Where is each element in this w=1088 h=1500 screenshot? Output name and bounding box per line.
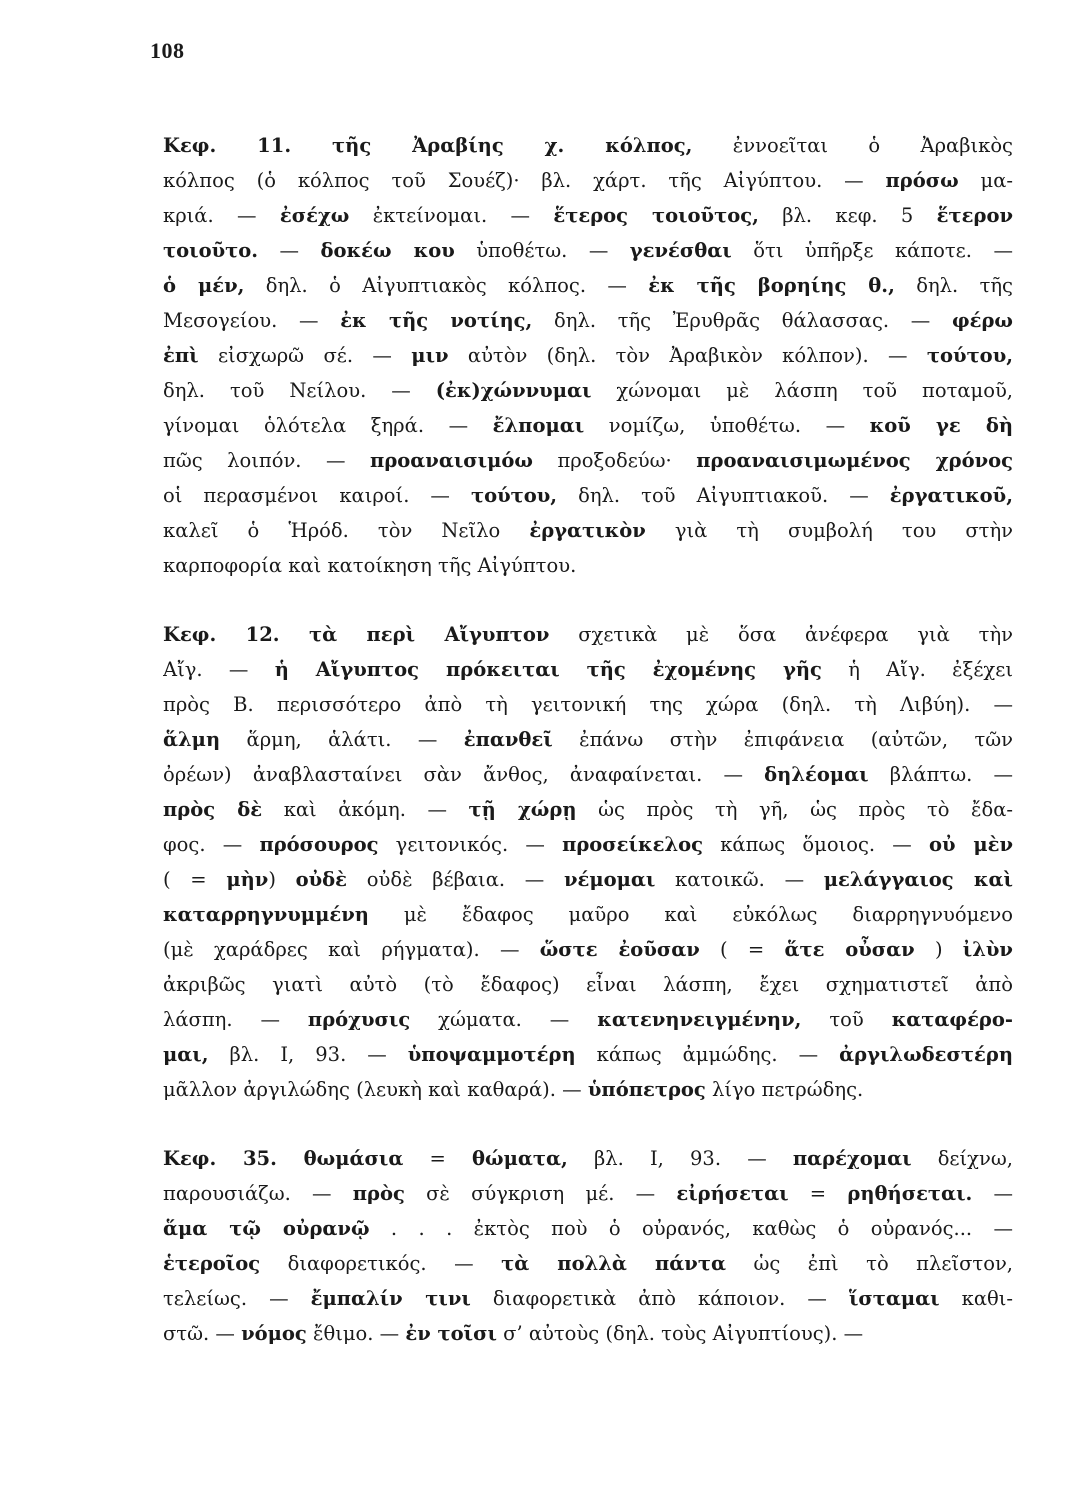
lemma: πρόσουρος [259,833,379,856]
text-line [163,443,1013,478]
lemma: ἐργατικοῦ, [889,484,1013,507]
lemma: ἰλὺν [962,938,1013,961]
lemma: προαναισιμόω [370,449,533,472]
gloss: ( = [699,938,785,961]
text-line [163,303,1013,338]
lemma: ἐκ τῆς νοτίης, [340,309,533,332]
gloss: ὑποθέτω. — [454,239,630,262]
text-line [163,617,1013,652]
gloss: ) [914,938,963,961]
lemma: καταφέρο- [891,1008,1013,1031]
lemma: εἰρήσεται [676,1182,789,1205]
lemma: τούτου, [470,484,558,507]
text-line [163,1246,1013,1281]
lemma: ἐπανθεῖ [463,728,553,751]
lemma: μελάγγαιος καὶ [823,868,1013,891]
lemma: πρόσω [885,169,959,192]
lemma: καταρρηγνυμμένη [163,903,369,926]
lemma: ἐσέχω [279,204,350,227]
gloss: γίνομαι ὁλότελα ξηρά. — [163,414,493,437]
section-kef11 [163,128,1013,583]
lemma: οὐ μὲν [929,833,1013,856]
gloss: καθι- [939,1287,1013,1310]
gloss: ἀκριβῶς γιατὶ αὐτὸ (τὸ ἔδαφος) εἶναι λάσπη, ἔχει σχηματιστεῖ ἀπὸ [163,973,1013,996]
text-line [163,163,1013,198]
lemma: ἐν τοῖσι [405,1322,497,1345]
lemma: ρηθήσεται. [847,1182,973,1205]
gloss: πῶς λοιπόν. — [163,449,371,472]
text-line [163,722,1013,757]
gloss: φος. — [163,833,260,856]
gloss: δηλ. ὁ Αἰγυπτιακὸς κόλπος. — [244,274,649,297]
text-line [163,897,1013,932]
gloss: Αἴγ. — [163,658,275,681]
gloss: ἐπάνω στὴν ἐπιφάνεια (αὐτῶν, τῶν [552,728,1013,751]
lemma: νέμομαι [563,868,656,891]
text-line [163,827,1013,862]
lemma: ἅτε οὖσαν [784,938,915,961]
text-line [163,233,1013,268]
text-line [163,373,1013,408]
lemma: πρόχυσις [307,1008,411,1031]
gloss: προξοδεύω· [532,449,697,472]
gloss: ὀρέων) ἀναβλασταίνει σὰν ἄνθος, ἀναφαίνεται. — [163,763,765,786]
gloss: βλάπτω. — [868,763,1013,786]
text-line [163,548,1013,583]
text-line [163,408,1013,443]
text-line [163,1037,1013,1072]
gloss: σ’ αὐτοὺς (δηλ. τοὺς Αἰγυπτίους). — [496,1322,864,1345]
gloss: (μὲ χαράδρες καὶ ρήγματα). — [163,938,540,961]
section-kef35 [163,1141,1013,1351]
text-line [163,967,1013,1002]
gloss: — [258,239,321,262]
gloss: δηλ. τῆς Ἐρυθρᾶς θάλασσας. — [532,309,952,332]
lemma: κατενηνειγμένην, [597,1008,802,1031]
text-line [163,1211,1013,1246]
gloss: ἐννοεῖται ὁ Ἀραβικὸς [692,134,1013,157]
text-line [163,198,1013,233]
lemma: ἐπὶ [163,344,199,367]
lemma: ἅλμη [163,728,221,751]
lemma: ἕτερος τοιοῦτος, [553,204,759,227]
lemma: ἑτεροῖος [163,1252,261,1275]
text-line [163,1316,1013,1351]
lemma: δηλέομαι [764,763,869,786]
lemma: μὴν [226,868,269,891]
text-line [163,1281,1013,1316]
gloss: παρουσιάζω. — [163,1182,353,1205]
gloss: ἔθιμο. — [306,1322,406,1345]
gloss: γειτονικός. — [378,833,563,856]
text-line [163,792,1013,827]
gloss: κάπως ἀμμώδης. — [575,1043,840,1066]
gloss: στῶ. — [163,1322,242,1345]
gloss: — [972,1182,1013,1205]
lemma: τῇ χώρῃ [468,798,577,821]
lemma: ἀργιλωδεστέρη [839,1043,1013,1066]
lemma: ὁ μέν, [163,274,245,297]
lemma: προαναισιμωμένος χρόνος [696,449,1013,472]
lemma: πρὸς δὲ [163,798,263,821]
gloss: δηλ. τῆς [894,274,1013,297]
lemma: φέρω [951,309,1013,332]
lemma: ἐργατικὸν [529,519,646,542]
gloss: βλ. κεφ. 5 [758,204,937,227]
text-line [163,1176,1013,1211]
text-line [163,757,1013,792]
gloss: κατοικῶ. — [655,868,824,891]
lemma: Κεφ. 11. τῆς Ἀραβίης χ. κόλπος, [163,134,693,157]
gloss: . . . ἐκτὸς ποὺ ὁ οὐρανός, καθὼς ὁ οὐρανός... — [369,1217,1013,1240]
gloss: οὐδὲ βέβαια. — [347,868,564,891]
gloss: δηλ. τοῦ Αἰγυπτιακοῦ. — [557,484,890,507]
lemma: θώματα, [472,1147,568,1170]
lemma: ἔμπαλίν τινι [310,1287,471,1310]
text-line [163,478,1013,513]
text-line [163,932,1013,967]
gloss: ὡς πρὸς τὴ γῆ, ὡς πρὸς τὸ ἔδα- [576,798,1013,821]
lemma: ἅμα τῷ οὐρανῷ [163,1217,370,1240]
gloss: λάσπη. — [163,1008,308,1031]
gloss: χώματα. — [410,1008,598,1031]
lemma: ὥστε ἐοῦσαν [539,938,700,961]
section-gap [163,1107,1013,1141]
lemma: ἐκ τῆς βορηίης θ., [648,274,895,297]
text-line [163,862,1013,897]
lemma: τὰ πολλὰ πάντα [501,1252,726,1275]
section-kef12 [163,617,1013,1107]
lemma: ἡ Αἴγυπτος πρόκειται τῆς ἐχομένης γῆς [274,658,822,681]
gloss: διαφορετικὰ ἀπὸ κάποιον. — [470,1287,849,1310]
gloss: γιὰ τὴ συμβολή του στὴν [645,519,1013,542]
lemma: παρέχομαι [792,1147,912,1170]
gloss: ( = [163,868,227,891]
section-gap [163,583,1013,617]
lemma: προσείκελος [562,833,703,856]
lemma: τούτου, [926,344,1013,367]
gloss: πρὸς Β. περισσότερο ἀπὸ τὴ γειτονική της χώρα (δηλ. τὴ Λιβύη). — [163,693,1013,716]
page-number: 108 [150,38,185,63]
gloss: κριά. — [163,204,280,227]
text-line [163,513,1013,548]
gloss: = [403,1147,473,1170]
lemma: μιν [411,344,449,367]
lemma: οὐδὲ [295,868,348,891]
gloss: καρποφορία καὶ κατοίκηση τῆς Αἰγύπτου. [163,554,577,577]
gloss: σχετικὰ μὲ ὅσα ἀνέφερα γιὰ τὴν [549,623,1013,646]
gloss: καλεῖ ὁ Ἡρόδ. τὸν Νεῖλο [163,519,530,542]
gloss: ἅρμη, ἁλάτι. — [220,728,464,751]
gloss: λίγο πετρώδης. [705,1078,864,1101]
gloss: βλ. Ι, 93. — [208,1043,408,1066]
lemma: κοῦ γε δὴ [869,414,1013,437]
gloss: ) [268,868,296,891]
lemma: ἵσταμαι [848,1287,940,1310]
gloss: ἐκτείνομαι. — [349,204,554,227]
lemma: τοιοῦτο. [163,239,259,262]
gloss: νομίζω, ὑποθέτω. — [584,414,870,437]
lemma: Κεφ. 35. θωμάσια [163,1147,404,1170]
lemma: ἕτερον [936,204,1013,227]
gloss: βλ. Ι, 93. — [567,1147,793,1170]
gloss: = [788,1182,848,1205]
lemma: Κεφ. 12. τὰ περὶ Αἴγυπτον [163,623,550,646]
gloss: κόλπος (ὁ κόλπος τοῦ Σουέζ)· βλ. χάρτ. τῆς Αἰγύπτου. — [163,169,886,192]
text-line [163,268,1013,303]
gloss: ὅτι ὑπῆρξε κάποτε. — [731,239,1013,262]
gloss: διαφορετικός. — [260,1252,502,1275]
gloss: εἰσχωρῶ σέ. — [198,344,412,367]
gloss: σὲ σύγκριση μέ. — [404,1182,677,1205]
text-line [163,687,1013,722]
gloss: ἡ Αἴγ. ἐξέχει [821,658,1013,681]
lemma: πρὸς [352,1182,405,1205]
lemma: ἔλπομαι [492,414,585,437]
gloss: καὶ ἀκόμη. — [262,798,469,821]
lemma: νόμος [241,1322,307,1345]
text-line [163,652,1013,687]
lemma: γενέσθαι [629,239,732,262]
gloss: τοῦ [801,1008,892,1031]
gloss: δείχνω, [911,1147,1013,1170]
lemma: (ἐκ)χώννυμαι [435,379,592,402]
text-line [163,1072,1013,1107]
lemma: δοκέω κου [320,239,455,262]
gloss: μὲ ἔδαφος μαῦρο καὶ εὐκόλως διαρρηγνυόμενο [368,903,1013,926]
gloss: οἱ περασμένοι καιροί. — [163,484,471,507]
lemma: ὑπόπετρος [587,1078,706,1101]
text-line [163,1141,1013,1176]
gloss: δηλ. τοῦ Νείλου. — [163,379,436,402]
gloss: κάπως ὅμοιος. — [703,833,929,856]
gloss: αὐτὸν (δηλ. τὸν Ἀραβικὸν κόλπον). — [448,344,927,367]
gloss: Μεσογείου. — [163,309,341,332]
text-line [163,1002,1013,1037]
text-line [163,338,1013,373]
gloss: μα- [958,169,1013,192]
lemma: μαι, [163,1043,209,1066]
gloss: μᾶλλον ἀργιλώδης (λευκὴ καὶ καθαρά). — [163,1078,588,1101]
gloss: χώνομαι μὲ λάσπη τοῦ ποταμοῦ, [591,379,1013,402]
commentary-text [163,128,1013,1351]
text-line [163,128,1013,163]
lemma: ὑποψαμμοτέρη [407,1043,576,1066]
gloss: ὡς ἐπὶ τὸ πλεῖστον, [725,1252,1013,1275]
gloss: τελείως. — [163,1287,311,1310]
